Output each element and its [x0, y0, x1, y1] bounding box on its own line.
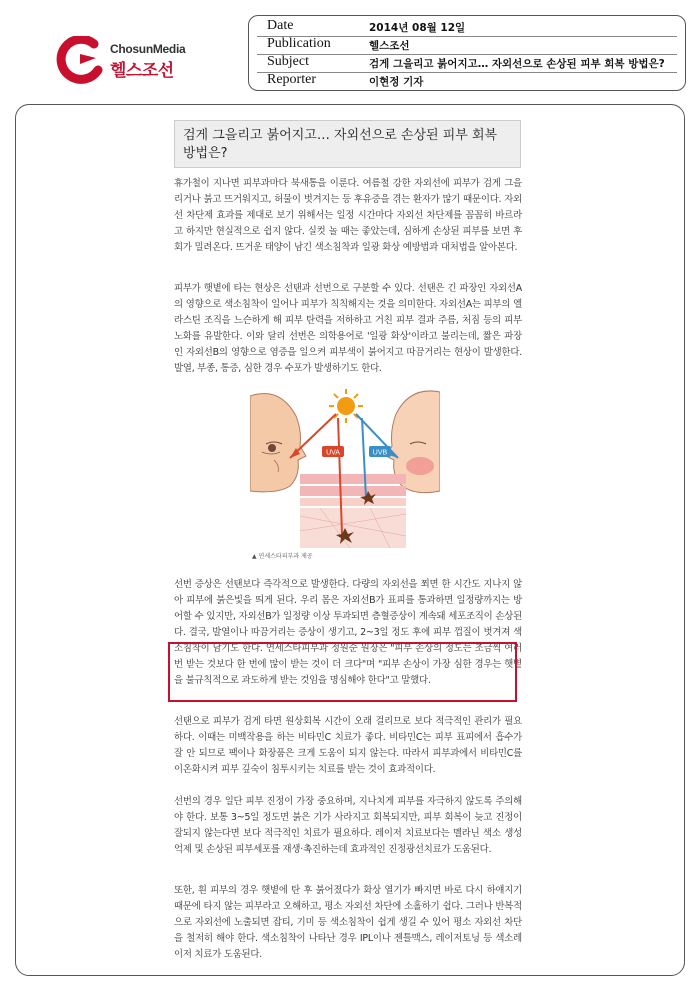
chosunmedia-logo — [50, 36, 240, 84]
subject-row — [249, 55, 685, 73]
date-label: Date — [267, 18, 294, 33]
figure-caption: ▲ 연세스타피부과 제공 — [252, 553, 313, 560]
logo-mark-icon — [50, 36, 110, 84]
logo-brand-en: ChosunMedia — [110, 42, 186, 56]
date-row — [249, 19, 685, 37]
article-title: 검게 그을리고 붉어지고… 자외선으로 손상된 피부 회복 방법은? — [174, 120, 521, 168]
article-paragraph-3: 선번 증상은 선탠보다 즉각적으로 발생한다. 다량의 자외선을 쬐면 한 시간도 지나지 않아 피부에 붉은빛을 띄게 된다. 우리 몸은 자외선B가 표피를 통과하면 일정량까지는 방어할 수 있지만, 자외선B가 일정량 이상 투과되면 층혈증상이 계속돼 세포조직이 손상된다. 결국, 발열이나 따끔거리는 증상이 생기고, 2~3일 정도 후에 피부 껍질이 벗겨져 색소침착이 남기도 한다. 연세스타피부과 정원순 원장은 "피부 손상의 정도는 조금씩 여러번 받는 것보다 한 번에 많이 받는 것이 더 크다"며 "피부 손상이 가장 심한 경우는 햇볕을 불규칙적으로 과도하게 받는 것임을 명심해야 한다"고 말했다. — [174, 579, 522, 686]
publication-value: 헬스조선 — [369, 40, 410, 52]
publication-label: Publication — [267, 36, 331, 51]
uva-label: UVA — [326, 449, 340, 457]
quote-highlight-box — [168, 642, 517, 702]
date-value: 2014년 08월 12일 — [369, 22, 466, 34]
logo-brand-ko: 헬스조선 — [110, 61, 174, 81]
uv-skin-illustration — [250, 386, 440, 562]
sun-icon — [329, 389, 363, 423]
article-paragraph-4: 선탠으로 피부가 검게 타면 원상회복 시간이 오래 걸리므로 보다 적극적인 관리가 필요하다. 이때는 미백작용을 하는 비타민C 치료가 좋다. 비타민C는 피부 표피에서 흡수가 잘 안 되므로 팩이나 화장품은 크게 도움이 되지 않는다. 따라서 피부과에서 비타민C를 이온화시켜 피부 깊숙이 침투시키는 치료를 받는 것이 효과적이다. — [174, 716, 522, 775]
article-metadata-box — [248, 15, 686, 91]
publication-row — [249, 37, 685, 55]
article-paragraph-6: 또한, 흰 피부의 경우 햇볕에 탄 후 붉어졌다가 화상 열기가 빠지면 바로 다시 하얘지기 때문에 타지 않는 피부라고 오해하고, 평소 자외선 차단에 소홀하기 쉽다. 그러나 반복적으로 자외선에 노출되면 잡티, 기미 등 색소침착이 쉽게 생길 수 있어 평소 자외선 차단을 철저히 해야 한다. 색소침착이 나타난 경우 IPL이나 젠틀맥스, 레이저토닝 등 색소레이저 치료가 도움된다. — [174, 885, 522, 960]
uv-illustration-svg — [250, 386, 440, 562]
reporter-label: Reporter — [267, 72, 316, 87]
article-paragraph-2: 피부가 햇볕에 타는 현상은 선탠과 선번으로 구분할 수 있다. 선탠은 긴 파장인 자외선A의 영향으로 색소침착이 일어나 피부가 칙칙해지는 것을 의미한다. 자외선A는 피부의 엘라스틴 조직을 느슨하게 해 피부 탄력을 저하하고 거친 피부 결과 주름, 처짐 등의 피부 노화를 유발한다. 이와 달리 선번은 의학용어로 '일광 화상'이라고 불리는데, 짧은 파장인 자외선B의 영향으로 염증을 일으켜 피부색이 붉어지고 따끔거리는 현상이 발생한다. 발열, 부종, 통증, 심한 경우 수포가 발생하기도 한다. — [174, 283, 522, 374]
article-paragraph-1: 휴가철이 지나면 피부과마다 북새통을 이룬다. 여름철 강한 자외선에 피부가 검게 그을리거나 붉고 뜨거워지고, 허물이 벗겨지는 등 후유증을 겪는 환자가 많기 때문이다. 자외선 차단제 효과를 제대로 보기 위해서는 일정 시간마다 자외선 차단제를 꼼꼼히 바르라고 하지만 현실적으로 쉽지 않다. 실컷 놀 때는 좋았는데, 심하게 손상된 피부를 보면 후회가 밀려온다. 뜨거운 태양이 남긴 색소침착과 일광 화상 예방법과 대처법을 알아본다. — [174, 178, 522, 253]
article-paragraph-5: 선번의 경우 일단 피부 진정이 가장 중요하며, 지나치게 피부를 자극하지 않도록 주의해야 한다. 보통 3~5일 정도면 붉은 기가 사라지고 회복되지만, 피부 회복이 늦고 진정이 잘되지 않는다면 보다 적극적인 치료가 필요하다. 레이저 치료보다는 멜라닌 색소 생성억제 및 손상된 피부세포를 재생·촉진하는데 효과적인 진정광선치료가 도움된다. — [174, 796, 522, 855]
reporter-row — [249, 73, 685, 91]
uvb-label: UVB — [372, 449, 388, 457]
subject-label: Subject — [267, 54, 309, 69]
subject-value: 검게 그을리고 붉어지고… 자외선으로 손상된 피부 회복 방법은? — [369, 58, 665, 70]
reporter-value: 이현정 기자 — [369, 76, 424, 88]
